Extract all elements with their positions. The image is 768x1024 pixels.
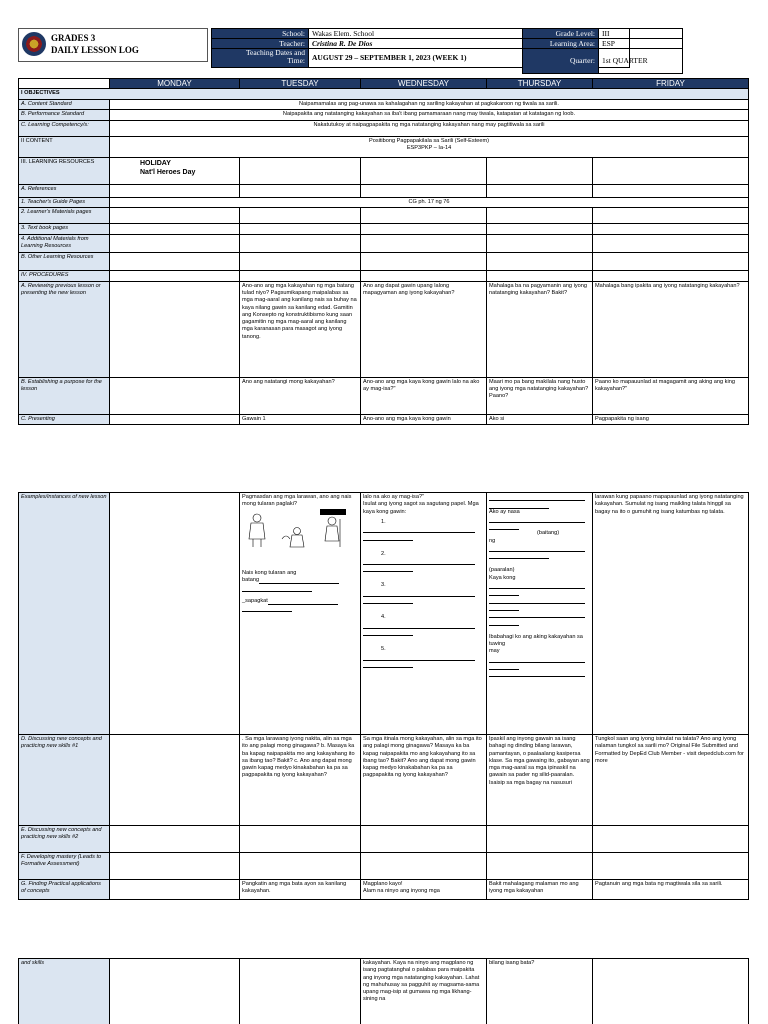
area-label: Learning Area: — [523, 39, 599, 49]
mastery-label: F. Developing mastery (Leads to Formative Assessment) — [19, 853, 110, 880]
textbook-label: 3. Text book pages — [19, 223, 110, 234]
quarter-value: 1st QUARTER — [599, 49, 683, 74]
dates-label: Teaching Dates and Time: — [212, 49, 309, 68]
presenting-tuesday: Gawain 1 — [240, 414, 361, 424]
competency-value: Nakatutukoy at naipagpapakita ng mga natatanging kakayahan nang may pagtitiwala sa sarili — [110, 120, 749, 136]
grade-title: GRADES 3 — [51, 33, 96, 43]
header-right-table — [522, 28, 683, 74]
discuss1-wednesday: Sa mga itinala mong kakayahan, alin sa mga ito ang palagi mong ginagawa? Masaya ka ba kapag naipapakita mo ang kakayahang ito sa ibang tao? Bakit? Ano ang dapat mong gawin kapag medyo kinakabahan ka pa sa pagpapakita ng iyong kakayahan? — [361, 735, 487, 826]
procedures-label: IV. PROCEDURES — [19, 270, 110, 281]
examples-wednesday: lalo na ako ay mag-isa?" Isulat ang iyong sagot sa sagutang papel. Mga kaya kong gawin: 1. 2. 3. 4. 5. — [361, 493, 487, 735]
teacher-value: Cristina R. De Dios — [309, 39, 630, 49]
purpose-label: B. Establishing a purpose for the lesson — [19, 377, 110, 414]
other-resources-label: B. Other Learning Resources — [19, 252, 110, 270]
presenting-friday: Pagpapakita ng isang — [593, 414, 749, 424]
review-label: A. Reviewing previous lesson or presenting the new lesson — [19, 281, 110, 377]
practical-friday: Pagtanuin ang mga bata ng magtiwala sila sa sarili. — [593, 880, 749, 900]
performance-standard-label: B. Performance Standard — [19, 110, 110, 120]
lm-label: 2. Learner's Materials pages — [19, 207, 110, 223]
day-monday: MONDAY — [110, 79, 240, 89]
competency-label: C. Learning Competency/s: — [19, 120, 110, 136]
content-label: II CONTENT — [19, 136, 110, 157]
skills-label: and skills — [19, 959, 110, 1024]
presenting-wednesday: Ano-ano ang mga kaya kong gawin — [361, 414, 487, 424]
examples-friday: larawan kung papaano mapapaunlad ang iyong natatanging kakayahan. Sumulat ng isang maikling talata hinggil sa bagay na ito o gumuhit ng isang katumbas ng talata. — [593, 493, 749, 735]
day-thursday: THURSDAY — [487, 79, 593, 89]
grade-value: III — [599, 29, 683, 39]
purpose-friday: Paano ko mapauunlad at magagamit ang aking ang king kakayahan?" — [593, 377, 749, 414]
additional-materials-label: 4. Additional Materials from Learning Resources — [19, 234, 110, 252]
practical-label: G. Finding Practical applications of concepts — [19, 880, 110, 900]
purpose-wednesday: Ano-ano ang mga kaya kong gawin lalo na ako ay mag-isa?" — [361, 377, 487, 414]
practical-wednesday: Magplano kayo! Alam na ninyo ang inyong mga — [361, 880, 487, 900]
school-label: School: — [212, 29, 309, 39]
examples-label: Examples/instances of new lesson — [19, 493, 110, 735]
performance-standard-value: Naipapakita ang natatanging kakayahan sa iba't ibang pamamaraan nang may tiwala, katapatan at katatagan ng loob. — [110, 110, 749, 120]
grade-label: Grade Level: — [523, 29, 599, 39]
references-label: A. References — [19, 184, 110, 197]
content-standard-label: A. Content Standard — [19, 100, 110, 110]
discuss1-tuesday: . Sa mga larawang iyong nakita, alin sa mga ito ang palagi mong ginagawa? b. Masaya ka ba kapag naipapakita mo ang kakayahang ito sa ibang tao? Bakit? c. Ano ang dapat mong gawin kapag medyo kinakabahan ka pa sa pagpapakita ng iyong kakayahan? — [240, 735, 361, 826]
tg-value: CG ph. 17 ng 76 — [110, 197, 749, 207]
presenting-label: C. Presenting — [19, 414, 110, 424]
discuss2-label: E. Discussing new concepts and practicing new skills #2 — [19, 826, 110, 853]
day-tuesday: TUESDAY — [240, 79, 361, 89]
area-value: ESP — [599, 39, 683, 49]
deped-logo-box — [18, 28, 208, 62]
deped-seal-icon — [22, 32, 46, 56]
day-header-row — [19, 79, 749, 89]
practical-thursday: Bakit mahalagang malaman mo ang iyong mga kakayahan — [487, 880, 593, 900]
presenting-thursday: Ako si — [487, 414, 593, 424]
tg-label: 1. Teacher's Guide Pages — [19, 197, 110, 207]
purpose-tuesday: Ano ang natatangi mong kakayahan? — [240, 377, 361, 414]
discuss1-friday: Tungkol saan ang iyong isinulat na talata? Ano ang iyong nalaman tungkol sa sarili mo? Original File Submitted and Formatted by DepEd Club Member - visit depedclub.com for more — [593, 735, 749, 826]
quarter-label: Quarter: — [523, 49, 599, 74]
review-friday: Mahalaga bang ipakita ang iyong natatanging kakayahan? — [593, 281, 749, 377]
day-wednesday: WEDNESDAY — [361, 79, 487, 89]
day-friday: FRIDAY — [593, 79, 749, 89]
review-wednesday: Ano ang dapat gawin upang lalong mapagyaman ang iyong kakayahan? — [361, 281, 487, 377]
content-value: Positibong Pagpapakilala sa Sarili (Self-Esteem) ESP3PKP – Ia-14 — [110, 136, 749, 157]
review-tuesday: Ano-ano ang mga kakayahan ng mga batang tulad niyo? Pagsumikapang maipalabas sa mga mag-aaral ang kanilang nais sa buhay na kaya nilang gawin sa kanilang edad. Gamitin ang Konsepto ng konstruktibismo kung saan gagamitin ng mga mag-aaral ang kanilang mga karanasan para masagot ang iyong tanong. — [240, 281, 361, 377]
lesson-table-2 — [18, 492, 749, 900]
examples-tuesday: Pagmasdan ang mga larawan, ano ang nais mong tularan paglaki? Nais kong tularan ang batang _sapagkat — [240, 493, 361, 735]
examples-thursday: Ako ay nasa (baitang) ng (paaralan) Kaya kong Ibabahagi ko ang aking kakayahan sa tuwing may — [487, 493, 593, 735]
purpose-thursday: Maari mo pa bang makilala nang husto ang iyong mga natatanging kakayahan? Paano? — [487, 377, 593, 414]
school-value: Wakas Elem. School — [309, 29, 630, 39]
review-thursday: Mahalaga ba na pagyamanin ang iyong natatanging kakayahan? Bakit? — [487, 281, 593, 377]
dates-value: AUGUST 29 – SEPTEMBER 1, 2023 (WEEK 1) — [309, 49, 630, 68]
discuss1-label: D. Discussing new concepts and practicing new skills #1 — [19, 735, 110, 826]
lesson-table-1 — [18, 78, 749, 425]
practical-tuesday: Pangkatin ang mga bata ayon sa kanilang kakayahan. — [240, 880, 361, 900]
resources-label: III. LEARNING RESOURCES — [19, 157, 110, 184]
log-title: DAILY LESSON LOG — [51, 45, 139, 55]
lesson-table-3 — [18, 958, 749, 1024]
holiday-cell: HOLIDAY Nat'l Heroes Day — [110, 157, 240, 184]
skills-thursday: bilang isang bata? — [487, 959, 593, 1024]
content-standard-value: Naipamamalas ang pag-unawa sa kahalagahan ng sariling kakayahan at pagkakaroon ng tiwala sa sarili. — [110, 100, 749, 110]
discuss1-thursday: Ipaskil ang inyong gawain sa isang bahagi ng dinding bilang larawan, pamantayan, o paalaalang kasipersa klase. Sa mga gawaing ito, gabayan ang mga mag-aaral sa mga ipinaskil na gawain sa pader ng silid-paaralan. Isaisip sa mga bagay na nasusuri — [487, 735, 593, 826]
skills-wednesday: kakayahan. Kaya na ninyo ang magplano ng isang pagtatanghal o palabas para maipakita ang inyong mga natatanging kakayahan. Lahat ng mahuhusay sa pagguhit ay magsama-sama upang mag-isip at gumawa ng mga likhang-sining na — [361, 959, 487, 1024]
teacher-label: Teacher: — [212, 39, 309, 49]
objectives-label: I OBJECTIVES — [19, 89, 749, 100]
children-pictures-icon — [242, 509, 352, 549]
